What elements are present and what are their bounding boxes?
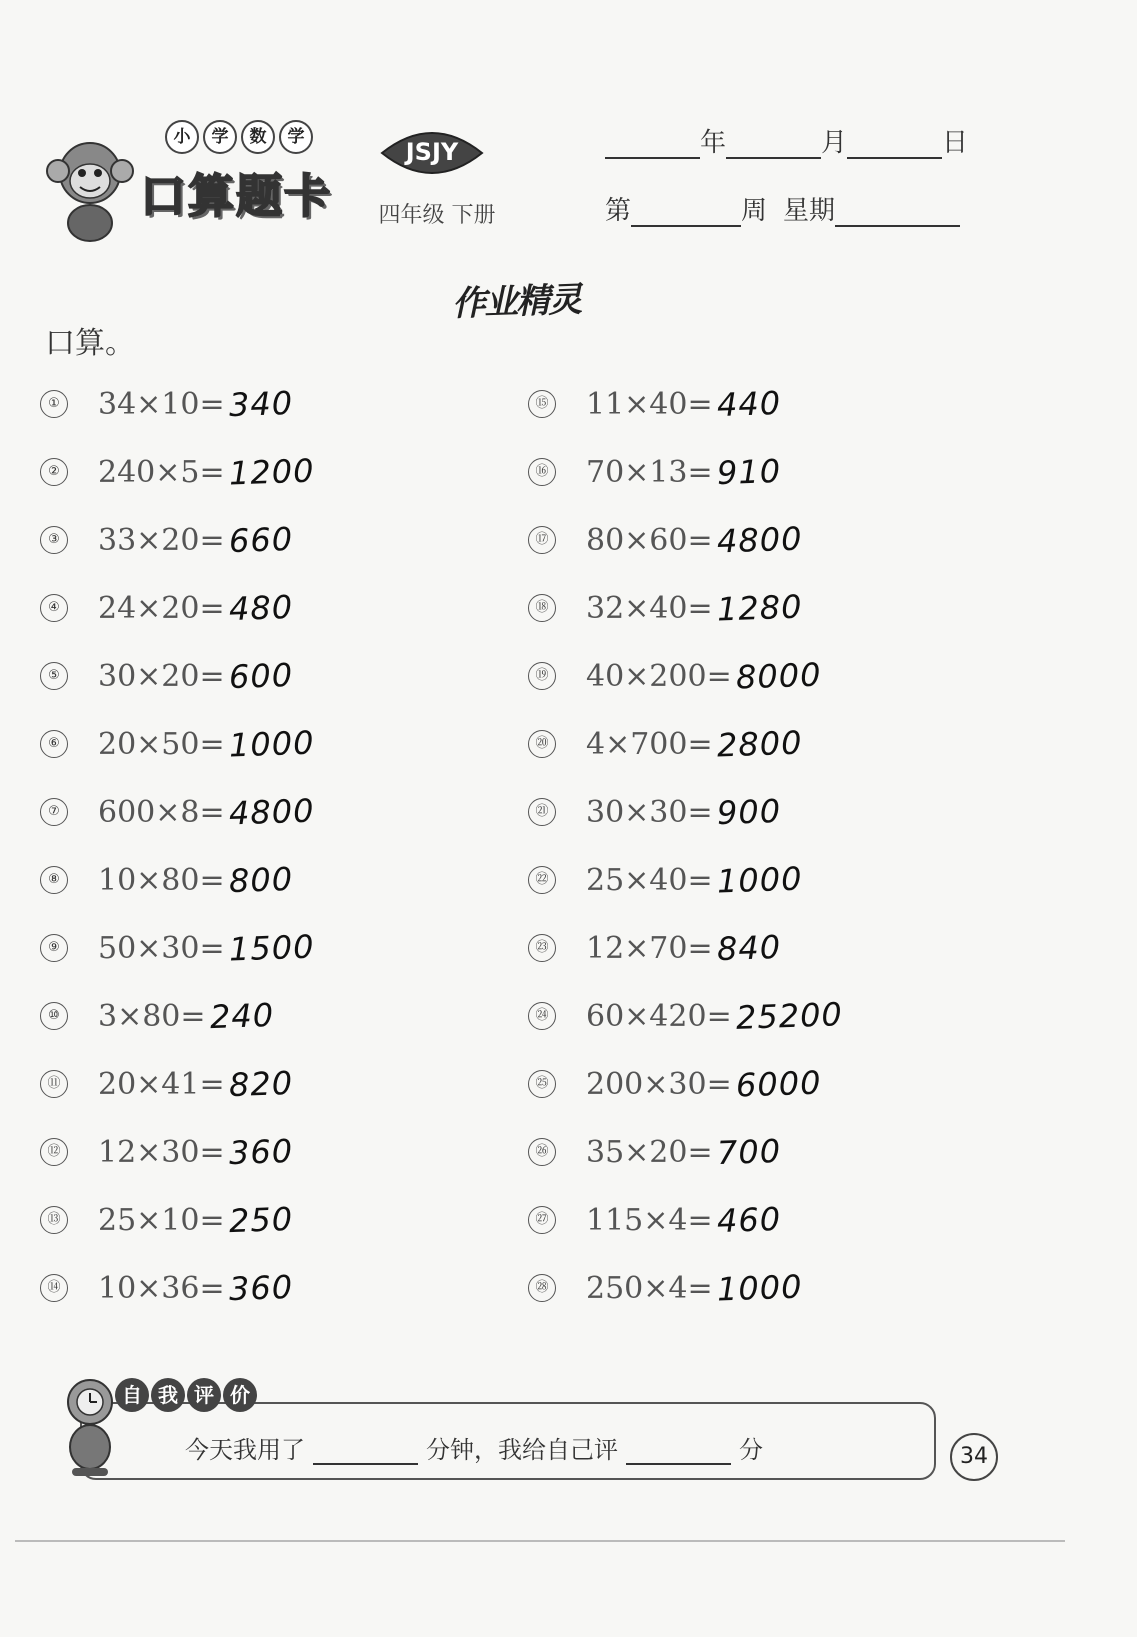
problem-row	[40, 982, 500, 1050]
problem-number: ⑧	[40, 866, 68, 894]
handwritten-answer: 700	[715, 1131, 782, 1173]
problem-row	[528, 506, 988, 574]
problem-column-right	[528, 370, 988, 1322]
problem-expression: 32×40=	[586, 590, 713, 626]
publisher-badge	[372, 118, 492, 188]
problem-row	[528, 914, 988, 982]
handwritten-answer: 2800	[715, 723, 803, 765]
year-blank[interactable]	[605, 133, 700, 159]
problem-number: ⑤	[40, 662, 68, 690]
problem-row	[40, 1186, 500, 1254]
problem-expression: 12×30=	[98, 1134, 225, 1170]
problem-expression: 10×80=	[98, 862, 225, 898]
product-title: 口算题卡	[140, 169, 332, 223]
handwritten-answer: 1280	[715, 587, 803, 629]
watermark-stamp: 作业精灵	[451, 279, 581, 325]
problem-row	[528, 1186, 988, 1254]
problem-expression: 20×41=	[98, 1066, 225, 1102]
self-evaluation-title	[115, 1378, 257, 1412]
problem-row	[528, 1050, 988, 1118]
problem-number: ㉗	[528, 1206, 556, 1234]
monkey-mascot-icon	[40, 135, 140, 245]
problem-expression: 250×4=	[586, 1270, 713, 1306]
handwritten-answer: 240	[208, 995, 275, 1037]
problem-number: ⑥	[40, 730, 68, 758]
handwritten-answer: 8000	[735, 655, 822, 697]
problem-expression: 33×20=	[98, 522, 225, 558]
problem-expression: 50×30=	[98, 930, 225, 966]
eval-text-part: 今天我用了	[185, 1436, 305, 1464]
problem-column-left	[40, 370, 500, 1322]
problem-row	[528, 778, 988, 846]
eval-title-char: 自	[115, 1378, 149, 1412]
day-blank[interactable]	[847, 133, 942, 159]
handwritten-answer: 840	[715, 927, 782, 969]
series-char: 学	[279, 120, 313, 154]
problem-expression: 40×200=	[586, 658, 732, 694]
problem-number: ⑰	[528, 526, 556, 554]
handwritten-answer: 1000	[715, 1267, 803, 1309]
problem-number: ⑦	[40, 798, 68, 826]
problem-expression: 115×4=	[586, 1202, 713, 1238]
problem-row	[40, 574, 500, 642]
problem-expression: 12×70=	[586, 930, 713, 966]
problem-expression: 600×8=	[98, 794, 225, 830]
problem-number: ⑲	[528, 662, 556, 690]
problem-number: ⑬	[40, 1206, 68, 1234]
problem-number: ㉓	[528, 934, 556, 962]
problem-expression: 30×20=	[98, 658, 225, 694]
problem-expression: 35×20=	[586, 1134, 713, 1170]
problem-row	[40, 1118, 500, 1186]
handwritten-answer: 250	[227, 1199, 294, 1241]
handwritten-answer: 440	[715, 383, 782, 425]
handwritten-answer: 360	[227, 1267, 294, 1309]
problem-row	[528, 1254, 988, 1322]
problem-number: ①	[40, 390, 68, 418]
month-blank[interactable]	[726, 133, 821, 159]
self-evaluation-text	[185, 1430, 763, 1465]
week-prefix: 第	[605, 196, 632, 226]
handwritten-answer: 1200	[227, 451, 315, 493]
day-label: 日	[942, 128, 969, 158]
handwritten-answer: 1500	[227, 927, 315, 969]
problem-number: ㉔	[528, 1002, 556, 1030]
date-row	[605, 122, 968, 159]
problem-expression: 70×13=	[586, 454, 713, 490]
problem-row	[40, 438, 500, 506]
handwritten-answer: 910	[715, 451, 782, 493]
eval-text-part: 分钟，我给自己评	[426, 1436, 618, 1464]
problem-row	[40, 846, 500, 914]
handwritten-answer: 820	[227, 1063, 294, 1105]
problem-expression: 4×700=	[586, 726, 713, 762]
problem-row	[40, 1050, 500, 1118]
handwritten-answer: 600	[227, 655, 294, 697]
logo	[40, 115, 360, 245]
grade-label: 四年级 下册	[378, 203, 496, 228]
eval-text-part: 分	[739, 1436, 763, 1464]
handwritten-answer: 1000	[715, 859, 803, 901]
series-char: 小	[165, 120, 199, 154]
handwritten-answer: 4800	[227, 791, 315, 833]
handwritten-answer: 6000	[735, 1063, 822, 1105]
problem-expression: 60×420=	[586, 998, 732, 1034]
handwritten-answer: 660	[227, 519, 294, 561]
problem-row	[528, 438, 988, 506]
problem-row	[528, 982, 988, 1050]
eval-title-char: 价	[223, 1378, 257, 1412]
problem-expression: 200×30=	[586, 1066, 732, 1102]
problem-expression: 11×40=	[586, 386, 713, 422]
problem-number: ⑱	[528, 594, 556, 622]
handwritten-answer: 1000	[227, 723, 315, 765]
problem-expression: 25×40=	[586, 862, 713, 898]
handwritten-answer: 460	[715, 1199, 782, 1241]
score-blank[interactable]	[626, 1439, 731, 1465]
week-row	[605, 190, 960, 227]
problem-row	[40, 370, 500, 438]
problem-row	[40, 914, 500, 982]
problem-row	[40, 506, 500, 574]
problem-row	[528, 642, 988, 710]
problem-expression: 80×60=	[586, 522, 713, 558]
handwritten-answer: 25200	[735, 995, 844, 1037]
problem-number: ⑭	[40, 1274, 68, 1302]
bottom-divider	[15, 1540, 1065, 1542]
handwritten-answer: 800	[227, 859, 294, 901]
problem-row	[40, 778, 500, 846]
problem-number: ㉘	[528, 1274, 556, 1302]
problem-number: ⑫	[40, 1138, 68, 1166]
instruction: 口算。	[45, 326, 135, 361]
problem-number: ⑳	[528, 730, 556, 758]
weekday-blank[interactable]	[835, 201, 960, 227]
problem-number: ④	[40, 594, 68, 622]
problem-number: ②	[40, 458, 68, 486]
minutes-blank[interactable]	[313, 1439, 418, 1465]
handwritten-answer: 900	[715, 791, 782, 833]
handwritten-answer: 360	[227, 1131, 294, 1173]
problem-row	[528, 574, 988, 642]
problem-number: ⑯	[528, 458, 556, 486]
handwritten-answer: 480	[227, 587, 294, 629]
month-label: 月	[821, 128, 848, 158]
week-blank[interactable]	[631, 201, 741, 227]
week-label: 周	[741, 196, 768, 226]
problem-row	[528, 710, 988, 778]
problem-row	[40, 1254, 500, 1322]
problem-number: ⑪	[40, 1070, 68, 1098]
year-label: 年	[700, 128, 727, 158]
series-char: 数	[241, 120, 275, 154]
eval-title-char: 我	[151, 1378, 185, 1412]
problem-expression: 20×50=	[98, 726, 225, 762]
series-title	[165, 120, 313, 154]
page-number: 34	[950, 1433, 998, 1481]
problem-number: ③	[40, 526, 68, 554]
problem-expression: 34×10=	[98, 386, 225, 422]
weekday-label: 星期	[783, 196, 836, 226]
problem-row	[528, 1118, 988, 1186]
problem-expression: 25×10=	[98, 1202, 225, 1238]
problem-row	[528, 846, 988, 914]
problem-expression: 10×36=	[98, 1270, 225, 1306]
problem-row	[40, 642, 500, 710]
problem-number: ㉒	[528, 866, 556, 894]
problem-expression: 30×30=	[586, 794, 713, 830]
badge-text: JSJY	[405, 138, 459, 166]
problem-number: ㉑	[528, 798, 556, 826]
problem-row	[40, 710, 500, 778]
problem-row	[528, 370, 988, 438]
problem-number: ⑮	[528, 390, 556, 418]
problem-expression: 3×80=	[98, 998, 206, 1034]
problem-expression: 240×5=	[98, 454, 225, 490]
series-char: 学	[203, 120, 237, 154]
problem-number: ⑨	[40, 934, 68, 962]
eval-title-char: 评	[187, 1378, 221, 1412]
problem-number: ⑩	[40, 1002, 68, 1030]
problem-number: ㉕	[528, 1070, 556, 1098]
handwritten-answer: 340	[227, 383, 294, 425]
problem-number: ㉖	[528, 1138, 556, 1166]
problem-expression: 24×20=	[98, 590, 225, 626]
handwritten-answer: 4800	[715, 519, 803, 561]
